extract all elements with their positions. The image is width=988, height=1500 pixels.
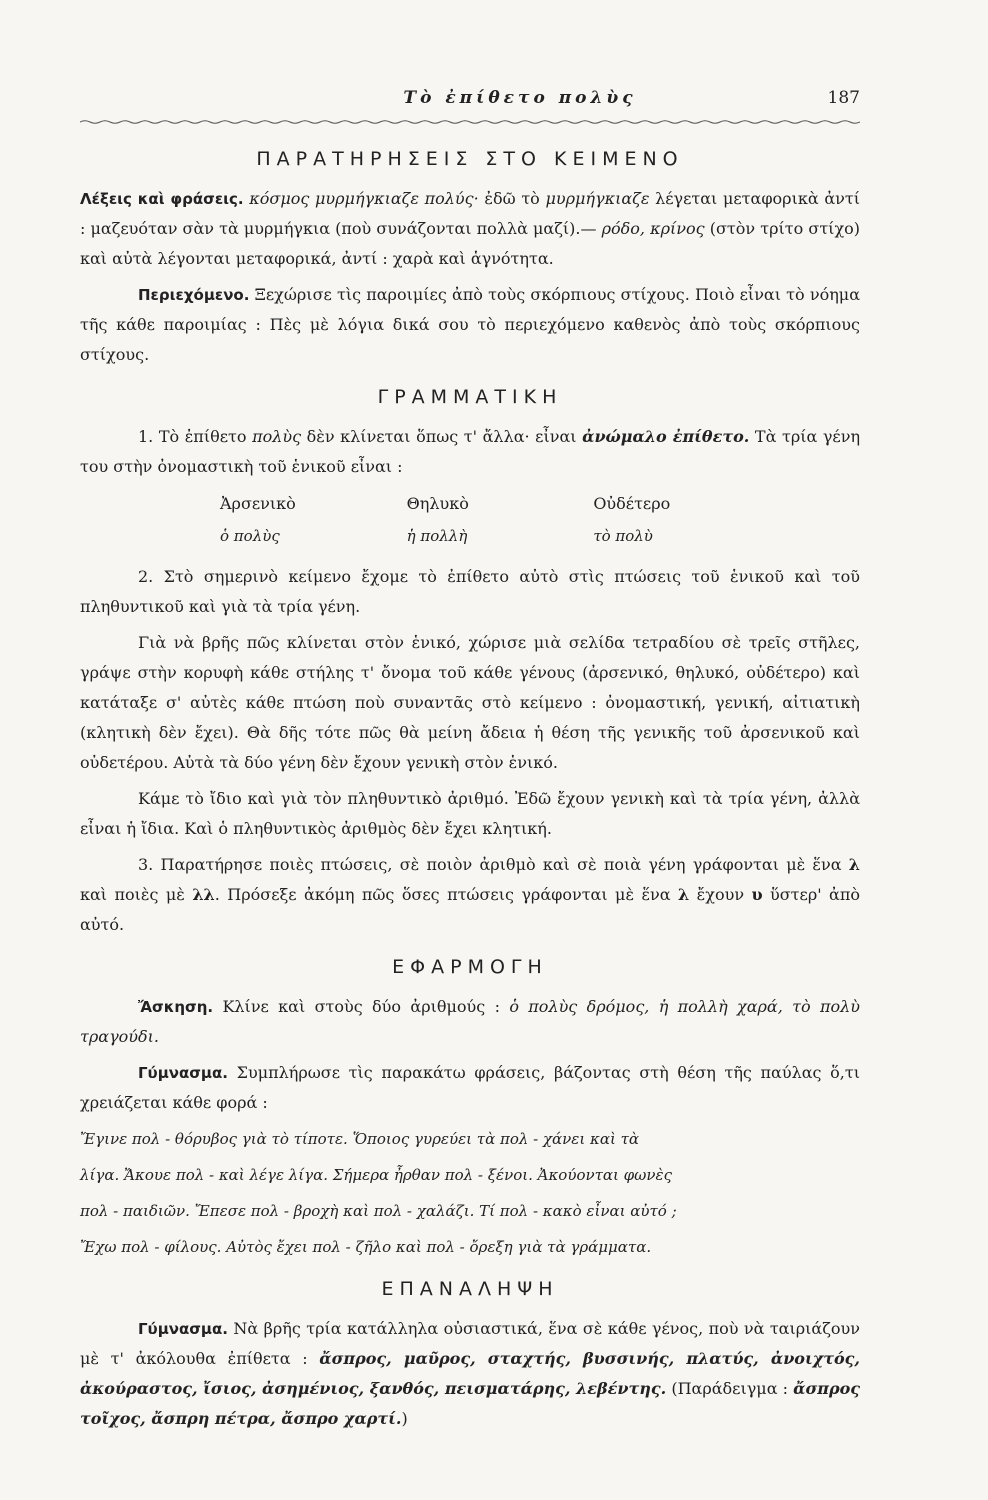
gender-neuter: Οὐδέτερο (593, 494, 671, 513)
fill-line: πολ - παιδιῶν. Ἔπεσε πολ - βροχὴ καὶ πολ - χαλάζι. Τί πολ - κακὸ εἶναι αὐτό ; (80, 1202, 677, 1220)
letter-l: λ (678, 885, 690, 904)
table-row (220, 488, 780, 520)
table-row (220, 520, 780, 552)
fill-in-sentences (80, 1124, 860, 1262)
exercise-phrases: ὁ πολὺς δρόμος, ἡ πολλὴ χαρά, τὸ πολὺ τραγούδι. (80, 997, 861, 1046)
section-heading-application: ΕΦΑΡΜΟΓΗ (392, 956, 548, 978)
text-span: 1. Τὸ ἐπίθετο (138, 427, 253, 446)
text-span: ἔχουν (689, 885, 752, 904)
wavy-divider (80, 118, 860, 126)
letter-l: λ (848, 855, 860, 874)
paragraph-grammar-4: Κάμε τὸ ἴδιο καὶ γιὰ τὸν πληθυντικὸ ἀριθμό. Ἐδῶ ἔχουν γενικὴ καὶ τὰ τρία γένη, ἀλλὰ εἶναι ἡ ἴδια. Καὶ ὁ πληθυντικὸς ἀριθμὸς δὲν ἔχει κλητική. (80, 789, 860, 838)
quote-rodo-krinos: ρόδο, κρίνος (601, 219, 705, 238)
text-span: (στὸν τρίτο στίχο) καὶ αὐτὰ λέγονται μεταφορικά, ἀντί : χαρὰ καὶ ἁγνότητα. (80, 219, 861, 268)
form-feminine: ἡ πολλὴ (406, 527, 468, 545)
paragraph-review (80, 1314, 860, 1434)
adjective-list: ἄσπρος, μαῦρος, σταχτής, βυσσινής, πλατύς, ἀνοιχτός, ἀκούραστος, ἴσιος, ἀσημένιος, ξανθός, πεισματάρης, λεβέντης. (80, 1349, 860, 1398)
paragraph-words-phrases (80, 184, 860, 274)
term-irregular-adjective: ἀνώμαλο ἐπίθετο. (582, 427, 750, 446)
section-heading-review: ΕΠΑΝΑΛΗΨΗ (381, 1278, 559, 1300)
text-span: Κλίνε καὶ στοὺς δύο ἀριθμούς : (213, 997, 510, 1016)
form-masculine: ὁ πολὺς (220, 527, 280, 545)
lead-exercise: Ἄσκηση. (138, 998, 214, 1016)
text-span: ) (401, 1409, 408, 1428)
gender-forms-table (220, 488, 780, 552)
paragraph-grammar-5 (80, 850, 860, 940)
gender-masculine: Ἀρσενικὸ (220, 494, 296, 513)
text-span: ὕστερ' ἀπὸ αὐτό. (80, 885, 861, 934)
book-page (80, 88, 860, 1440)
quote-myrmigkiaze: μυρμήγκιαζε (545, 189, 650, 208)
text-span: Ξεχώρισε τὶς παροιμίες ἀπὸ τοὺς σκόρπιους στίχους. Ποιὸ εἶναι τὸ νόημα τῆς κάθε παροιμίας : Πὲς μὲ λόγια δικά σου τὸ περιεχόμενο καθενὸς ἀπὸ τοὺς σκόρπιους στίχους. (80, 285, 860, 364)
paragraph-content (80, 280, 860, 370)
text-span: . Πρόσεξε ἀκόμη πῶς ὅσες πτώσεις γράφονται μὲ ἕνα (214, 885, 679, 904)
running-title: Τὸ ἐπίθετο πολὺς (403, 88, 637, 108)
text-span: Συμπλήρωσε τὶς παρακάτω φράσεις, βάζοντας στὴ θέση τῆς παύλας ὅ,τι χρειάζεται κάθε φορά : (80, 1063, 860, 1112)
section-heading-observations: ΠΑΡΑΤΗΡΗΣΕΙΣ ΣΤΟ ΚΕΙΜΕΝΟ (256, 148, 684, 170)
text-span: (Παράδειγμα : (666, 1379, 794, 1398)
text-span: δὲν κλίνεται ὅπως τ' ἄλλα· εἶναι (301, 427, 583, 446)
text-span: 3. Παρατήρησε ποιὲς πτώσεις, σὲ ποιὸν ἀριθμὸ καὶ σὲ ποιὰ γένη γράφονται μὲ ἕνα (138, 855, 849, 874)
quote-kosmos: κόσμος μυρμήγκιαζε πολύς· (249, 189, 479, 208)
text-span: ἐδῶ τὸ (478, 189, 546, 208)
term-polys: πολὺς (252, 427, 302, 446)
lead-content: Περιεχόμενο. (138, 286, 250, 304)
letter-u: υ (751, 885, 763, 904)
paragraph-drill (80, 1058, 860, 1118)
text-span: Τὰ τρία γένη του στὴν ὀνομαστικὴ τοῦ ἑνικοῦ εἶναι : (80, 427, 861, 476)
text-span: καὶ ποιὲς μὲ (80, 885, 193, 904)
letters-ll: λλ (192, 885, 215, 904)
lead-review: Γύμνασμα. (138, 1320, 228, 1338)
fill-line: Ἔγινε πολ - θόρυβος γιὰ τὸ τίποτε. Ὅποιος γυρεύει τὰ πολ - χάνει καὶ τὰ (80, 1130, 640, 1148)
section-heading-grammar: ΓΡΑΜΜΑΤΙΚΗ (377, 386, 563, 408)
text-span: λέγεται μεταφορικὰ ἀντί : μαζευόταν σὰν τὰ μυρμήγκια (ποὺ συνάζονται πολλὰ μαζί).— (80, 189, 860, 238)
fill-line: λίγα. Ἄκουε πολ - καὶ λέγε λίγα. Σήμερα ἦρθαν πολ - ξένοι. Ἀκούονται φωνὲς (80, 1166, 672, 1184)
paragraph-grammar-3: Γιὰ νὰ βρῆς πῶς κλίνεται στὸν ἑνικό, χώρισε μιὰ σελίδα τετραδίου σὲ τρεῖς στῆλες, γράψε στὴν κορυφὴ κάθε στήλης τ' ὄνομα τοῦ κάθε γένους (ἀρσενικό, θηλυκό, οὐδέτερο) καὶ κατάταξε σ' αὐτὲς κάθε πτώση ποὺ συναντᾶς στὸ κείμενο : ὀνομαστική, γενική, αἰτιατικὴ (κλητικὴ δὲν ἔχει). Θὰ δῆς τότε πῶς θὰ μείνη ἄδεια ἡ θέση τῆς γενικῆς τοῦ ἀρσενικοῦ καὶ οὐδετέρου. Αὐτὰ τὰ δύο γένη δὲν ἔχουν γενικὴ στὸν ἑνικό. (80, 633, 860, 772)
fill-line: Ἔχω πολ - φίλους. Αὐτὸς ἔχει πολ - ζῆλο καὶ πολ - ὄρεξη γιὰ τὰ γράμματα. (80, 1238, 652, 1256)
form-neuter: τὸ πολὺ (593, 527, 653, 545)
lead-words-phrases: Λέξεις καὶ φράσεις. (80, 190, 244, 208)
paragraph-exercise (80, 992, 860, 1052)
paragraph-grammar-1 (80, 422, 860, 482)
gender-feminine: Θηλυκὸ (406, 494, 469, 513)
example-phrases: ἄσπρος τοῖχος, ἄσπρη πέτρα, ἄσπρο χαρτί. (80, 1379, 860, 1428)
paragraph-grammar-2: 2. Στὸ σημερινὸ κείμενο ἔχομε τὸ ἐπίθετο αὐτὸ στὶς πτώσεις τοῦ ἑνικοῦ καὶ τοῦ πληθυντικοῦ καὶ γιὰ τὰ τρία γένη. (80, 567, 860, 616)
text-span: Νὰ βρῆς τρία κατάλληλα οὐσιαστικά, ἕνα σὲ κάθε γένος, ποὺ νὰ ταιριάζουν μὲ τ' ἀκόλουθα ἐπίθετα : (80, 1319, 860, 1368)
running-header (80, 88, 860, 114)
page-number: 187 (827, 88, 860, 108)
lead-drill: Γύμνασμα. (138, 1064, 228, 1082)
